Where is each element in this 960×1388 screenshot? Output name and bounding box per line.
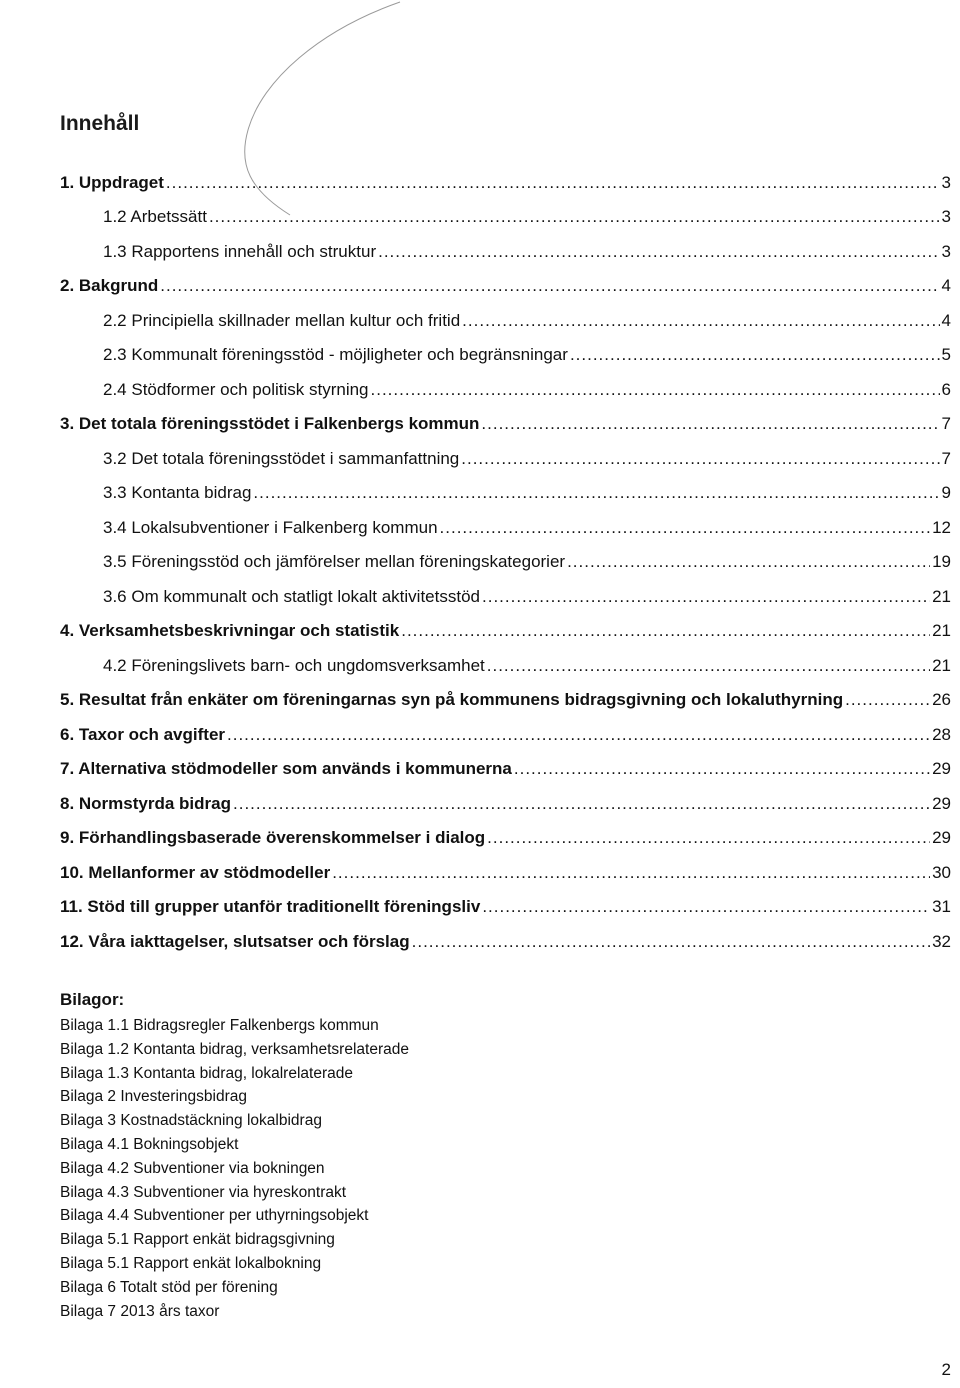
toc-entry[interactable] [0, 228, 960, 263]
appendix-item: Bilaga 1.1 Bidragsregler Falkenbergs kommun [60, 1017, 379, 1034]
toc-entry-page: 28 [932, 724, 951, 744]
toc-dot-leader [487, 827, 930, 849]
toc-dot-leader [481, 413, 939, 435]
appendix-item: Bilaga 2 Investeringsbidrag [60, 1088, 247, 1106]
toc-entry[interactable] [0, 849, 960, 884]
toc-entry[interactable] [0, 194, 960, 229]
toc-entry-title: 11. Stöd till grupper utanför traditionellt föreningsliv [60, 897, 481, 916]
appendix-item: Bilaga 5.1 Rapport enkät bidragsgivning [60, 1231, 335, 1249]
toc-entry-title: 3. Det totala föreningsstödet i Falkenbergs kommun [60, 414, 480, 433]
toc-entry-title: 7. Alternativa stödmodeller som används i kommunerna [60, 759, 512, 778]
toc-dot-leader [233, 793, 930, 815]
toc-dot-leader [462, 310, 939, 332]
toc-entry-page: 32 [932, 931, 951, 951]
toc-dot-leader [253, 482, 939, 504]
toc-entry[interactable] [0, 642, 960, 677]
toc-entry[interactable] [0, 401, 960, 436]
toc-entry-title: 3.3 Kontanta bidrag [103, 483, 252, 502]
toc-entry[interactable] [0, 159, 960, 194]
toc-dot-leader [371, 379, 940, 401]
table-of-contents [0, 159, 960, 953]
toc-entry-title: 8. Normstyrda bidrag [60, 793, 231, 813]
page-number: 2 [941, 1360, 951, 1379]
toc-entry-page: 7 [941, 414, 951, 433]
toc-entry-page: 12 [932, 517, 951, 537]
toc-entry[interactable] [0, 573, 960, 608]
toc-entry-title: 4.2 Föreningslivets barn- och ungdomsverksamhet [103, 655, 485, 675]
appendix-item: Bilaga 4.2 Subventioner via bokningen [60, 1159, 325, 1177]
toc-entry-page: 9 [941, 483, 951, 502]
toc-entry[interactable] [0, 815, 960, 850]
toc-entry[interactable] [0, 780, 960, 815]
toc-entry-title: 1.2 Arbetssätt [103, 207, 207, 226]
toc-entry-page: 3 [941, 172, 951, 192]
toc-entry-page: 7 [941, 448, 951, 468]
toc-entry[interactable] [0, 539, 960, 574]
toc-dot-leader [567, 551, 930, 573]
appendix-item: Bilaga 3 Kostnadstäckning lokalbidrag [60, 1112, 322, 1130]
appendix-item: Bilaga 5.1 Rapport enkät lokalbokning [60, 1254, 322, 1272]
toc-entry-page: 26 [932, 690, 951, 709]
appendix-heading: Bilagor: [60, 990, 125, 1009]
toc-entry-page: 31 [932, 897, 951, 916]
toc-entry-title: 3.5 Föreningsstöd och jämförelser mellan föreningskategorier [103, 552, 566, 571]
appendix-item: Bilaga 4.3 Subventioner via hyreskontrakt [60, 1183, 347, 1201]
appendix-item: Bilaga 4.1 Bokningsobjekt [60, 1135, 239, 1153]
toc-entry[interactable] [0, 884, 960, 919]
toc-entry-page: 4 [941, 310, 951, 330]
toc-entry-page: 29 [932, 828, 951, 847]
toc-dot-leader [461, 448, 939, 470]
toc-entry-title: 2.4 Stödformer och politisk styrning [103, 379, 369, 399]
toc-dot-leader [487, 655, 930, 677]
toc-entry-title: 1. Uppdraget [60, 172, 164, 192]
toc-dot-leader [440, 517, 931, 539]
appendix-item: Bilaga 7 2013 års taxor [60, 1302, 220, 1320]
toc-entry-page: 3 [941, 207, 951, 226]
toc-entry[interactable] [0, 918, 960, 953]
toc-entry-title: 4. Verksamhetsbeskrivningar och statistik [60, 621, 400, 640]
toc-entry-title: 3.6 Om kommunalt och statligt lokalt aktivitetsstöd [103, 586, 480, 606]
toc-dot-leader [160, 275, 939, 297]
toc-dot-leader [166, 172, 940, 194]
toc-entry-title: 3.2 Det totala föreningsstödet i sammanfattning [103, 448, 460, 468]
toc-entry[interactable] [0, 263, 960, 298]
appendix-item: Bilaga 4.4 Subventioner per uthyrningsobjekt [60, 1207, 369, 1225]
toc-entry[interactable] [0, 366, 960, 401]
toc-dot-leader [227, 724, 930, 746]
toc-entry-page: 21 [932, 621, 951, 640]
toc-entry-title: 2. Bakgrund [60, 276, 159, 295]
toc-entry-title: 5. Resultat från enkäter om föreningarnas syn på kommunens bidragsgivning och lokaluthyrning [60, 690, 844, 709]
toc-entry-page: 6 [941, 379, 951, 399]
toc-entry-page: 29 [932, 793, 951, 813]
toc-entry-title: 1.3 Rapportens innehåll och struktur [103, 241, 377, 261]
toc-entry-title: 2.2 Principiella skillnader mellan kultur och fritid [103, 310, 461, 330]
toc-entry[interactable] [0, 608, 960, 643]
appendix-item: Bilaga 1.3 Kontanta bidrag, lokalrelaterade [60, 1064, 353, 1082]
appendix-item: Bilaga 1.2 Kontanta bidrag, verksamhetsrelaterade [60, 1040, 409, 1058]
toc-entry-title: 10. Mellanformer av stödmodeller [60, 862, 331, 882]
toc-entry-page: 30 [932, 862, 951, 882]
toc-entry[interactable] [0, 435, 960, 470]
toc-dot-leader [570, 344, 940, 366]
toc-dot-leader [482, 896, 930, 918]
toc-dot-leader [332, 862, 930, 884]
toc-entry[interactable] [0, 677, 960, 712]
toc-entry[interactable] [0, 332, 960, 367]
appendix-item: Bilaga 6 Totalt stöd per förening [60, 1278, 278, 1296]
toc-entry-page: 19 [932, 552, 951, 571]
toc-dot-leader [412, 931, 930, 953]
toc-entry[interactable] [0, 504, 960, 539]
toc-entry[interactable] [0, 297, 960, 332]
toc-entry-title: 12. Våra iakttagelser, slutsatser och förslag [60, 931, 410, 951]
toc-dot-leader [514, 758, 930, 780]
toc-entry-page: 21 [932, 586, 951, 606]
toc-entry[interactable] [0, 746, 960, 781]
toc-entry-page: 4 [941, 276, 951, 295]
toc-entry-page: 21 [932, 655, 951, 675]
toc-dot-leader [482, 586, 930, 608]
toc-entry-page: 29 [932, 759, 951, 778]
toc-entry-title: 3.4 Lokalsubventioner i Falkenberg kommun [103, 517, 438, 537]
toc-title: Innehåll [60, 112, 140, 135]
toc-entry[interactable] [0, 711, 960, 746]
toc-dot-leader [378, 241, 939, 263]
toc-dot-leader [209, 206, 940, 228]
toc-entry-title: 9. Förhandlingsbaserade överenskommelser i dialog [60, 828, 486, 847]
appendix-list [60, 1015, 409, 1324]
toc-entry-page: 5 [941, 345, 951, 364]
toc-dot-leader [401, 620, 930, 642]
toc-entry[interactable] [0, 470, 960, 505]
toc-dot-leader [845, 689, 930, 711]
toc-entry-title: 2.3 Kommunalt föreningsstöd - möjligheter och begränsningar [103, 345, 568, 364]
toc-entry-page: 3 [941, 241, 951, 261]
toc-entry-title: 6. Taxor och avgifter [60, 724, 226, 744]
